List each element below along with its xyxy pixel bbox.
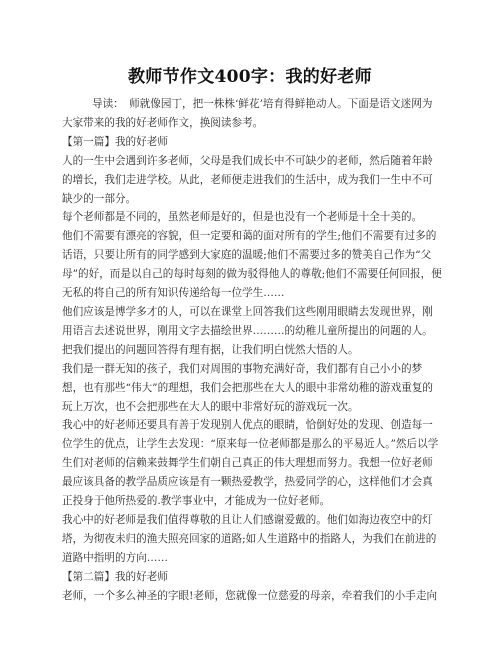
- section-heading-2: 【第二篇】我的好老师: [62, 570, 168, 583]
- paragraph: 老师，一个多么神圣的字眼!老师，您就像一位慈爱的母亲，牵着我们的小手走向: [62, 589, 438, 602]
- paragraph: 他们应该是博学多才的人，可以在课堂上回答我们这些刚用眼睛去发现世界，刚用语言去述说世界，刚用文字去描绘世界………的幼稚儿童所提出的问题的人。把我们提出的问题回答得有理有据，让我们明白恍然大悟的人。: [62, 305, 433, 356]
- document-title: 教师节作文400字：我的好老师: [128, 67, 372, 87]
- paragraph: 我们是一群无知的孩子，我们对周围的事物充满好奇，我们都有自己小小的梦想，也有那些“伟大”的理想，我们会把那些在大人的眼中非常幼稚的游戏重复的玩上万次，也不会把那些在大人的眼中非常好玩的游戏玩一次。: [62, 362, 434, 413]
- intro-paragraph: 导读： 师就像园丁，把一株株‘鲜花’培育得鲜艳动人。下面是语文迷网为大家带来的我的好老师作文，换阅读参考。: [62, 98, 433, 129]
- paragraph: 我心中的好老师还要具有善于发现别人优点的眼睛，恰倒好处的发现、创造每一位学生的优点，让学生去发现：“原来每一位老师都是那么的平易近人。”然后以学生们对老师的信赖来鼓舞学生们朝自己真正的伟大理想而努力。我想一位好老师最应该具备的教学品质应该是有一颗热爱教学，热爱同学的心，这样他们才会真正投身于他所热爱的.教学事业中，才能成为一位好老师。: [62, 419, 439, 508]
- paragraph: 我心中的好老师是我们值得尊敬的且让人们感谢爱戴的。他们如海边夜空中的灯塔，为彻夜未归的渔夫照亮回家的道路;如人生道路中的指路人，为我们在前进的道路中指明的方向……: [62, 513, 437, 564]
- paragraph: 他们不需要有漂亮的容貌，但一定要和蔼的面对所有的学生;他们不需要有过多的话语，只要让所有的同学感到大家庭的温暖;他们不需要过多的赞美自己作为“父母”的好，而是以自己的每时每刻的做为驳得他人的尊敬;他们不需要任何回报，便无私的将自己的所有知识传递给每一位学生……: [62, 230, 442, 300]
- section-heading-1: 【第一篇】我的好老师: [62, 135, 168, 148]
- document-body: [62, 95, 442, 605]
- paragraph: 每个老师都是不同的，虽然老师是好的，但是也没有一个老师是十全十美的。: [62, 211, 423, 224]
- paragraph: 人的一生中会遇到许多老师，父母是我们成长中不可缺少的老师，然后随着年龄的增长，我们走进学校。从此，老师便走进我们的生活中，成为我们一生中不可缺少的一部分。: [62, 154, 433, 205]
